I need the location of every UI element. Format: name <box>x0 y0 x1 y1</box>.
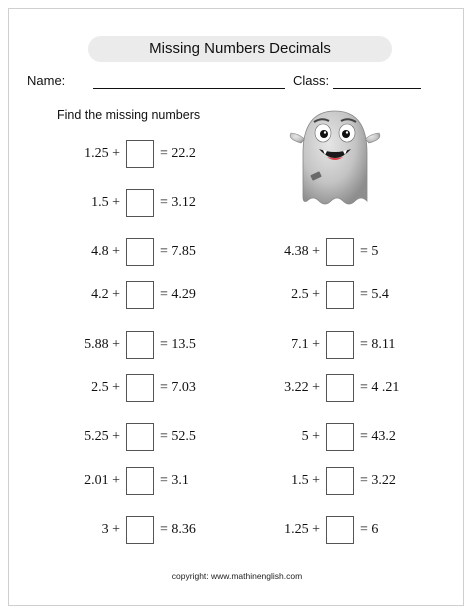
equation-rhs: = 22.2 <box>160 146 196 161</box>
equation-rhs: = 8.36 <box>160 522 196 537</box>
equation-lhs: 1.5 + <box>291 473 320 488</box>
equation-rhs: = 4.29 <box>160 287 196 302</box>
footer-copyright: copyright: www.mathinenglish.com <box>171 571 303 581</box>
answer-box[interactable] <box>126 281 154 309</box>
equation-lhs: 1.25 + <box>284 522 320 537</box>
equation-rhs: = 8.11 <box>360 337 396 352</box>
equation-lhs: 1.25 + <box>84 146 120 161</box>
equation-rhs: = 6 <box>360 522 379 537</box>
equation-left-6 <box>54 373 210 403</box>
equation-left-2 <box>54 188 210 218</box>
answer-box[interactable] <box>326 374 354 402</box>
answer-box[interactable] <box>126 374 154 402</box>
equation-lhs: 3 + <box>101 522 120 537</box>
equation-rhs: = 43.2 <box>360 429 396 444</box>
equation-lhs: 1.5 + <box>91 195 120 210</box>
answer-box[interactable] <box>326 423 354 451</box>
instructions-text: Find the missing numbers <box>57 108 201 122</box>
equation-lhs: 4.8 + <box>91 244 120 259</box>
answer-box[interactable] <box>326 281 354 309</box>
answer-box[interactable] <box>326 516 354 544</box>
equation-right-4 <box>252 373 414 403</box>
answer-box[interactable] <box>126 516 154 544</box>
answer-box[interactable] <box>126 238 154 266</box>
equation-lhs: 5.88 + <box>84 337 120 352</box>
equation-rhs: = 7.85 <box>160 244 196 259</box>
worksheet-title: Missing Numbers Decimals <box>88 36 392 62</box>
answer-box[interactable] <box>126 189 154 217</box>
equation-left-1 <box>54 139 210 169</box>
equation-lhs: 7.1 + <box>291 337 320 352</box>
equation-lhs: 2.01 + <box>84 473 120 488</box>
equation-right-3 <box>252 330 414 360</box>
answer-box[interactable] <box>126 423 154 451</box>
equation-lhs: 5.25 + <box>84 429 120 444</box>
equation-lhs: 5 + <box>301 429 320 444</box>
equation-right-6 <box>252 466 414 496</box>
answer-box[interactable] <box>126 331 154 359</box>
equation-left-4 <box>54 280 210 310</box>
answer-box[interactable] <box>326 467 354 495</box>
equation-right-1 <box>252 237 414 267</box>
equation-lhs: 4.38 + <box>284 244 320 259</box>
equation-rhs: = 3.1 <box>160 473 189 488</box>
equation-right-7 <box>252 515 414 545</box>
equation-left-7 <box>54 422 210 452</box>
answer-box[interactable] <box>126 467 154 495</box>
equation-rhs: = 3.22 <box>360 473 396 488</box>
name-label: Name: <box>27 73 66 88</box>
equation-right-5 <box>252 422 414 452</box>
equation-lhs: 2.5 + <box>91 380 120 395</box>
equation-rhs: = 3.12 <box>160 195 196 210</box>
equation-left-5 <box>54 330 210 360</box>
answer-box[interactable] <box>326 331 354 359</box>
equation-rhs: = 7.03 <box>160 380 196 395</box>
equation-rhs: = 4 .21 <box>360 380 400 395</box>
class-label: Class: <box>293 73 330 88</box>
class-field[interactable] <box>333 88 421 89</box>
equation-rhs: = 52.5 <box>160 429 196 444</box>
equation-left-9 <box>54 515 210 545</box>
equation-right-2 <box>252 280 414 310</box>
equation-rhs: = 5 <box>360 244 379 259</box>
equation-lhs: 2.5 + <box>291 287 320 302</box>
equation-lhs: 4.2 + <box>91 287 120 302</box>
equation-rhs: = 5.4 <box>360 287 389 302</box>
name-field[interactable] <box>93 88 285 89</box>
equation-left-8 <box>54 466 210 496</box>
equation-left-3 <box>54 237 210 267</box>
equation-lhs: 3.22 + <box>284 380 320 395</box>
answer-box[interactable] <box>126 140 154 168</box>
ghost-mascot-icon <box>285 103 385 215</box>
equation-rhs: = 13.5 <box>160 337 196 352</box>
answer-box[interactable] <box>326 238 354 266</box>
